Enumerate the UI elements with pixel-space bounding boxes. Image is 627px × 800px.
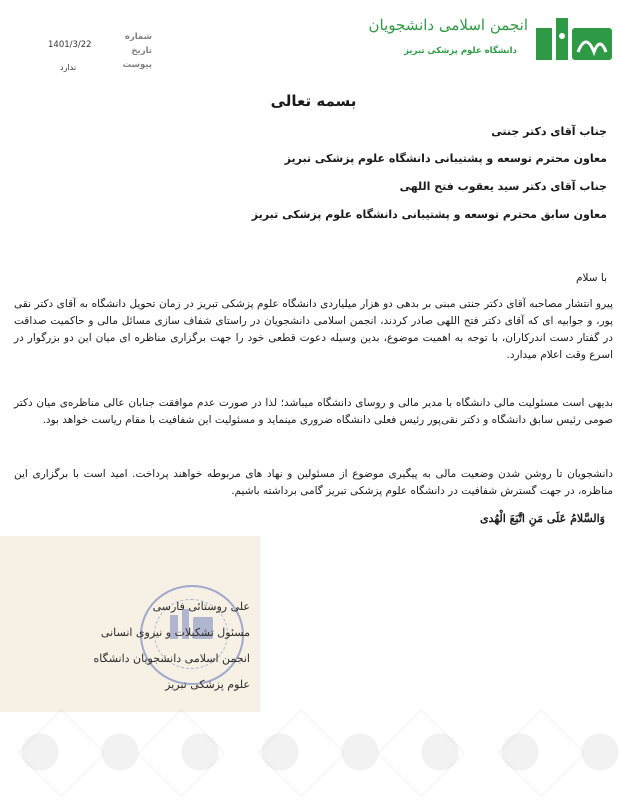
body-paragraph-2: بدیهی است مسئولیت مالی دانشگاه با مدیر مالی و روسای دانشگاه میباشد؛ لذا در صورت عدم موافقت جنابان عالی مناظره‌ی میان دکتر صومی رئیس سابق دانشگاه و دکتر نقی‌پور رئیس فعلی دانشگاه ضروری مینماید و مسئولیت این شفافیت با مقام ریاست خواهد بود.	[14, 397, 613, 426]
logo-emblem-icon	[534, 14, 614, 64]
body-paragraph-1: پیرو انتشار مصاحبه آقای دکتر جنتی مبنی بر بدهی دو هزار میلیاردی دانشگاه علوم پزشکی تبریز در زمان تحویل دانشگاه به آقای دکتر نقی پور، و جوابیه ای که آقای دکتر فتح اللهی صادر کردند، انجمن اسلامی دانشجویان در راستای شفاف سازی مسائل مالی و حاکمیت صداقت در گفتار دست اندرکاران، با توجه به اهمیت موضوع، بدین وسیله دعوت قطعی خود را جهت برگزاری مناظره ای میان این دو بزرگوار در اسرع وقت اعلام میدارد.	[14, 298, 613, 361]
letter-date: 1401/3/22	[48, 40, 92, 50]
letter-meta-labels	[112, 30, 152, 72]
logo-subtitle: دانشگاه علوم پزشکی تبریز	[404, 46, 517, 56]
greeting: با سلام	[575, 272, 607, 284]
logo-script-text: انجمن اسلامی دانشجویان	[368, 16, 528, 34]
addressee-line-1: جناب آقای دکتر جنتی	[491, 125, 607, 138]
signature-title: مسئول تشکیلات و نیروی انسانی	[100, 626, 250, 639]
signature-organization: انجمن اسلامی دانشجویان دانشگاه	[93, 652, 250, 665]
addressee-line-4: معاون سابق محترم توسعه و پشتیبانی دانشگاه علوم پزشکی تبریز	[251, 208, 607, 221]
body-paragraph-3: دانشجویان تا روشن شدن وضعیت مالی به پیگیری موضوع از مسئولین و نهاد های مربوطه خواهند پرداخت. امید است با برگزاری این مناظره، در جهت گسترش شفافیت در دانشگاه علوم پزشکی تبریز گامی برداشته باشیم.	[14, 468, 613, 497]
date-label: تاریخ	[131, 46, 152, 56]
letter-heading: بسمه تعالی	[270, 92, 357, 110]
signature-name: علی روستائی فارسی	[152, 600, 250, 613]
signature-university: علوم پزشکی تبریز	[165, 678, 250, 691]
attachment-label: پیوست	[122, 60, 152, 70]
attachment-value: ندارد	[60, 63, 77, 72]
association-logo	[368, 10, 614, 72]
addressee-line-3: جناب آقای دکتر سید یعقوب فتح اللهی	[399, 180, 607, 193]
closing-salutation: وَالسَّلامُ عَلَى مَنِ اتَّبَعَ الْهُدى	[479, 512, 605, 525]
number-label: شماره	[124, 32, 152, 42]
addressee-line-2: معاون محترم توسعه و پشتیبانی دانشگاه علوم پزشکی تبریز	[284, 152, 607, 165]
